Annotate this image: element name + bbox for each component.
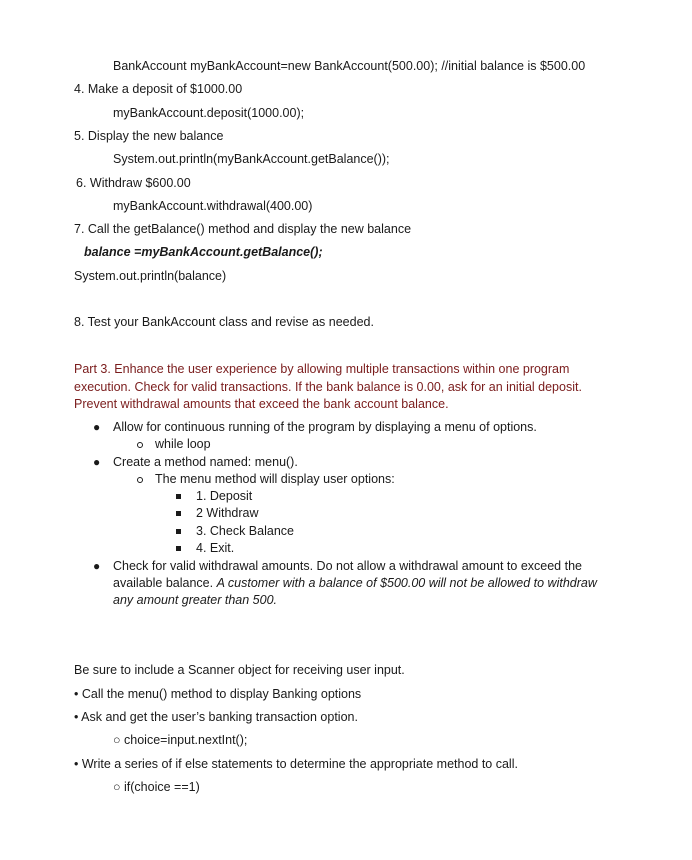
scanner-instruction: Be sure to include a Scanner object for receiving user input. (74, 663, 405, 677)
step-7: 7. Call the getBalance() method and display the new balance (74, 222, 412, 236)
option-exit: 4. Exit. (196, 541, 235, 555)
code-withdrawal: myBankAccount.withdrawal(400.00) (113, 199, 313, 213)
available-balance-text: available balance. (113, 576, 214, 590)
step-8: 8. Test your BankAccount class and revise as needed. (74, 315, 374, 329)
customer-example-text: A customer with a balance of $500.00 will not be allowed to withdraw (216, 576, 597, 590)
square-bullet-icon (176, 494, 181, 499)
step-4: 4. Make a deposit of $1000.00 (74, 82, 243, 96)
bullet-valid-withdrawal-cont (113, 576, 597, 591)
square-bullet-icon (176, 546, 181, 551)
bullet-menu-method: Create a method named: menu(). (113, 455, 298, 469)
if-else-instruction: • Write a series of if else statements to determine the appropriate method to call. (74, 757, 518, 771)
code-println-balance: System.out.println(myBankAccount.getBalance()); (113, 152, 390, 166)
part3-line-1: Part 3. Enhance the user experience by allowing multiple transactions within one program (74, 362, 570, 376)
code-get-balance: balance =myBankAccount.getBalance(); (84, 245, 323, 259)
code-initial-balance: BankAccount myBankAccount=new BankAccount(500.00); //initial balance is $500.00 (113, 59, 586, 73)
sub-while-loop: while loop (155, 437, 211, 451)
part3-line-3: Prevent withdrawal amounts that exceed the bank account balance. (74, 397, 449, 411)
step-6: 6. Withdraw $600.00 (76, 176, 191, 190)
square-bullet-icon (176, 529, 181, 534)
call-menu-instruction: • Call the menu() method to display Banking options (74, 687, 362, 701)
circle-bullet-icon (137, 477, 143, 483)
get-option-instruction: • Ask and get the user’s banking transaction option. (74, 710, 358, 724)
circle-bullet-icon (137, 442, 143, 448)
part3-line-2: execution. Check for valid transactions. If the bank balance is 0.00, ask for an initial deposit. (74, 380, 582, 394)
option-deposit: 1. Deposit (196, 489, 253, 503)
bullet-continuous-run: Allow for continuous running of the program by displaying a menu of options. (113, 420, 537, 434)
option-check-balance: 3. Check Balance (196, 524, 294, 538)
bullet-icon: ● (93, 559, 101, 573)
code-choice: ○ choice=input.nextInt(); (113, 733, 248, 747)
square-bullet-icon (176, 511, 181, 516)
code-println: System.out.println(balance) (74, 269, 227, 283)
bullet-valid-withdrawal: Check for valid withdrawal amounts. Do not allow a withdrawal amount to exceed the (113, 559, 582, 573)
option-withdraw: 2 Withdraw (196, 506, 259, 520)
customer-example-text-end: any amount greater than 500. (113, 593, 278, 607)
sub-menu-options: The menu method will display user options: (155, 472, 395, 486)
bullet-icon: ● (93, 420, 101, 434)
code-deposit: myBankAccount.deposit(1000.00); (113, 106, 305, 120)
bullet-icon: ● (93, 455, 101, 469)
step-5: 5. Display the new balance (74, 129, 224, 143)
code-if-choice: ○ if(choice ==1) (113, 780, 200, 794)
